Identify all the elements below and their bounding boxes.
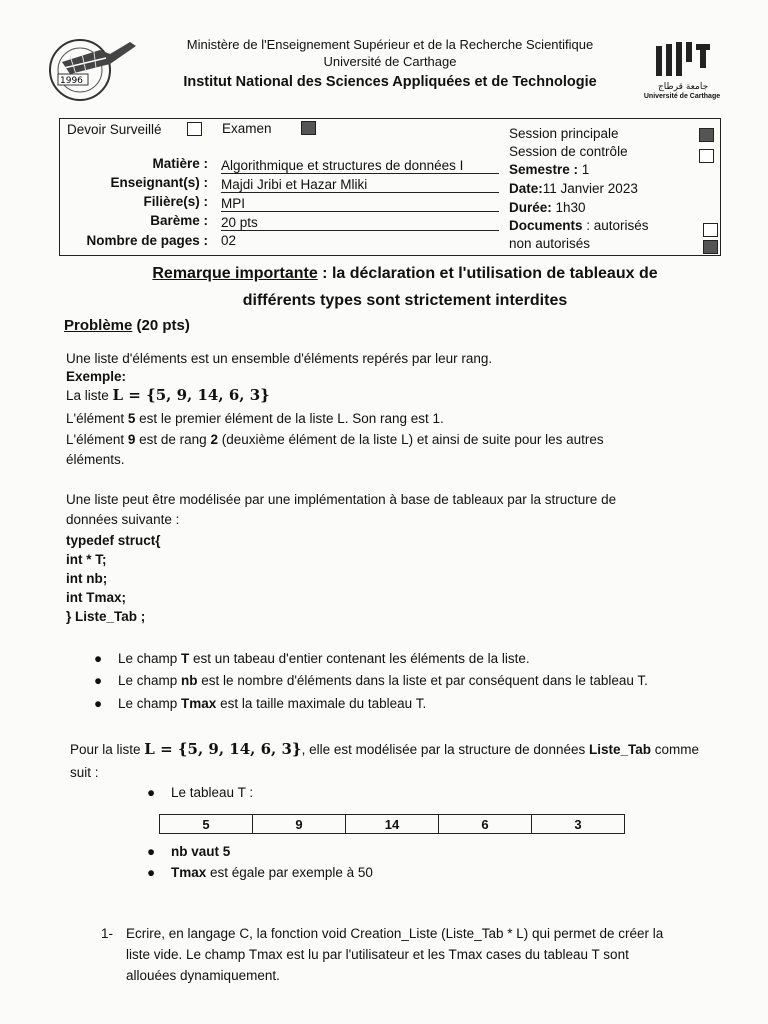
session-principale: Session principale xyxy=(509,126,619,141)
code-block xyxy=(66,531,161,626)
matiere-label: Matière : xyxy=(152,156,208,171)
pages-label: Nombre de pages : xyxy=(86,233,208,248)
duree: Durée: 1h30 xyxy=(509,200,586,215)
documents: Documents : autorisés xyxy=(509,218,649,233)
session-principale-checkbox[interactable] xyxy=(699,127,714,142)
code-line: int * T; xyxy=(66,552,107,567)
enseignant-label: Enseignant(s) : xyxy=(110,175,208,190)
model-line2: données suivante : xyxy=(66,512,180,527)
elem9-line2: éléments. xyxy=(66,452,125,467)
bullet-nb: ● Le champ nb est le nombre d'éléments dans la liste et par conséquent dans le tableau T. xyxy=(94,673,648,688)
list-expression: L = {5, 9, 14, 6, 3} xyxy=(112,386,270,404)
table-cell: 5 xyxy=(160,815,253,834)
code-line: } Liste_Tab ; xyxy=(66,609,146,624)
question-1-line3: allouées dynamiquement. xyxy=(126,968,280,983)
documents-non-autorises-checkbox[interactable] xyxy=(703,239,718,254)
carthage-label: Université de Carthage xyxy=(643,93,721,100)
matiere-value: Algorithmique et structures de données I xyxy=(221,158,499,174)
question-1-line1: Ecrire, en langage C, la fonction void Creation_Liste (Liste_Tab * L) qui permet de créer la xyxy=(126,926,664,941)
carthage-logo xyxy=(640,40,724,102)
code-line: int nb; xyxy=(66,571,108,586)
table-cell: 14 xyxy=(346,815,439,834)
pour-la-liste-line: Pour la liste L = {5, 9, 14, 6, 3}, elle est modélisée par la structure de données Liste_Tab comme xyxy=(70,740,700,758)
examen-checkbox[interactable] xyxy=(301,120,316,135)
code-line: int Tmax; xyxy=(66,590,127,605)
bareme-value: 20 pts xyxy=(221,215,499,231)
intro-text: Une liste d'éléments est un ensemble d'éléments repérés par leur rang. xyxy=(66,351,493,366)
model-line1: Une liste peut être modélisée par une implémentation à base de tableaux par la structure de xyxy=(66,492,617,507)
non-autorises: non autorisés xyxy=(509,236,591,251)
elem9-line: L'élément 9 est de rang 2 (deuxième élément de la liste L) et ainsi de suite pour les autres xyxy=(66,432,604,447)
table-cell: 9 xyxy=(253,815,346,834)
session-controle-checkbox[interactable] xyxy=(699,148,714,163)
date: Date:11 Janvier 2023 xyxy=(509,181,638,196)
enseignant-value: Majdi Jribi et Hazar Mliki xyxy=(221,177,499,193)
tableau-label-item: ● Le tableau T : xyxy=(147,785,254,800)
logo-year: 1996 xyxy=(60,76,83,86)
university-title: Université de Carthage xyxy=(323,54,457,69)
bareme-label: Barème : xyxy=(150,213,208,228)
institute-title: Institut National des Sciences Appliquées et de Technologie xyxy=(183,74,597,90)
devoir-label: Devoir Surveillé xyxy=(67,122,162,137)
exemple-label: Exemple: xyxy=(66,369,127,384)
bullet-tmax: ● Le champ Tmax est la taille maximale du tableau T. xyxy=(94,696,427,711)
elem5-line: L'élément 5 est le premier élément de la liste L. Son rang est 1. xyxy=(66,411,444,426)
tmax-item: ● Tmax est égale par exemple à 50 xyxy=(147,865,373,880)
code-line: typedef struct{ xyxy=(66,533,161,548)
filiere-value: MPI xyxy=(221,196,499,212)
semestre: Semestre : 1 xyxy=(509,162,590,177)
suit-text: suit : xyxy=(70,765,99,780)
insat-logo xyxy=(40,32,144,102)
question-1-line2: liste vide. Le champ Tmax est lu par l'utilisateur et les Tmax cases du tableau T sont xyxy=(126,947,629,962)
remarque-line2: différents types sont strictement interdites xyxy=(242,292,568,309)
filiere-label: Filière(s) : xyxy=(143,194,208,209)
session-controle: Session de contrôle xyxy=(509,144,628,159)
documents-autorises-checkbox[interactable] xyxy=(703,222,718,237)
table-cell: 3 xyxy=(532,815,625,834)
carthage-arabic: جامعة قرطاج xyxy=(658,82,709,92)
ministry-title: Ministère de l'Enseignement Supérieur et de la Recherche Scientifique xyxy=(186,37,594,52)
devoir-checkbox[interactable] xyxy=(187,121,202,136)
nb-item: ● nb vaut 5 xyxy=(147,844,231,859)
probleme-title: Problème (20 pts) xyxy=(64,317,190,334)
question-1-number: 1- xyxy=(101,926,114,941)
examen-label: Examen xyxy=(222,121,272,136)
table-cell: 6 xyxy=(439,815,532,834)
remarque-line1: Remarque importante : la déclaration et l'utilisation de tableaux de xyxy=(152,265,658,282)
tableau-t xyxy=(159,814,625,834)
la-liste-line: La liste L = {5, 9, 14, 6, 3} xyxy=(66,386,270,404)
pages-value: 02 xyxy=(221,233,237,248)
bullet-t: ● Le champ T est un tabeau d'entier contenant les éléments de la liste. xyxy=(94,651,530,666)
